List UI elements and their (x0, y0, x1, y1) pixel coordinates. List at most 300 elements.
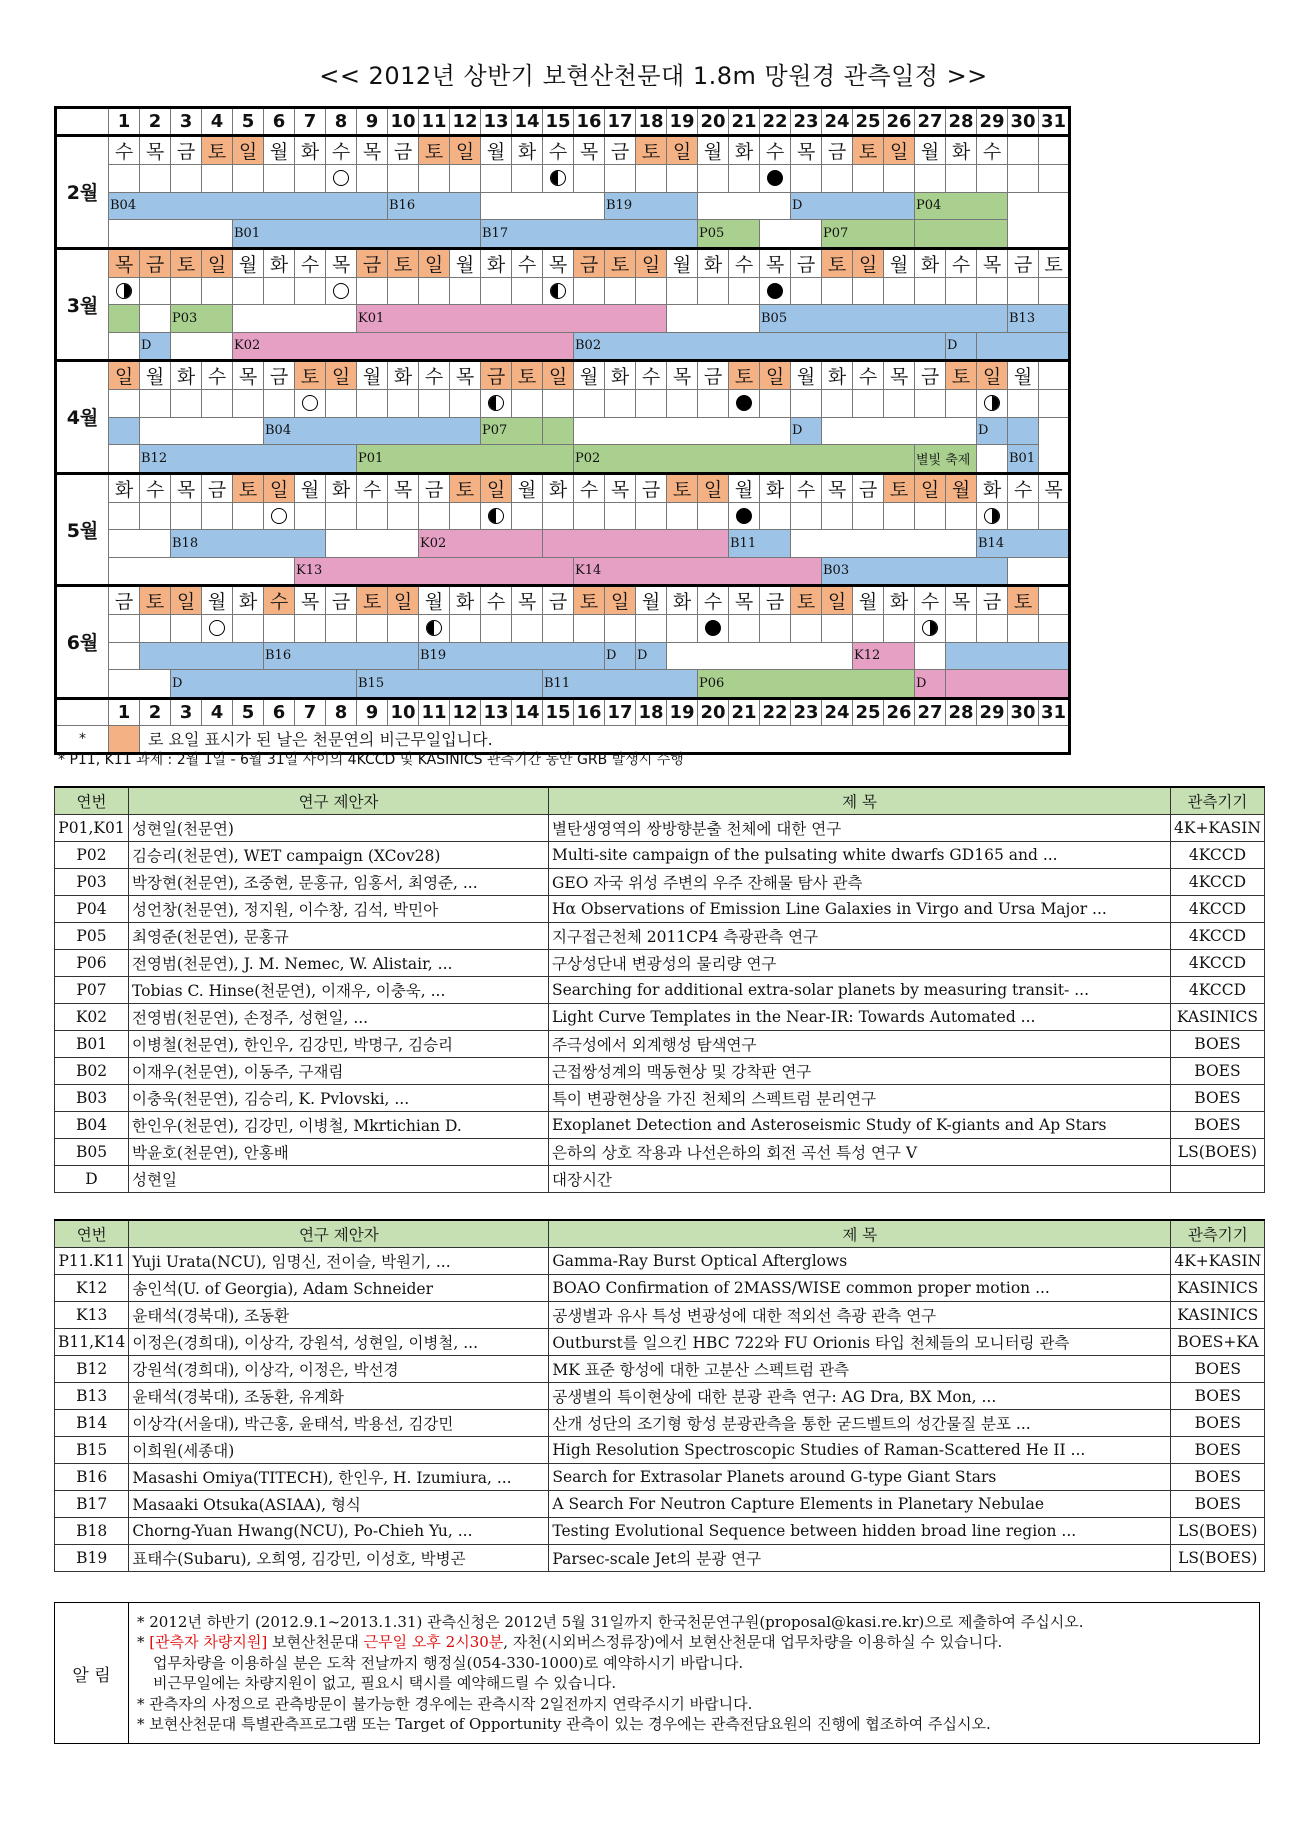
allocation-block: D (977, 417, 1008, 445)
allocation-cell (109, 417, 140, 445)
moon-cell (946, 390, 977, 418)
proposal-title: 대장시간 (549, 1166, 1171, 1193)
weekday-cell: 목 (109, 248, 140, 277)
table-row (55, 1275, 1265, 1302)
day-number: 18 (636, 698, 667, 725)
weekday-cell: 일 (233, 136, 264, 165)
day-number: 4 (202, 108, 233, 136)
day-number: 29 (977, 698, 1008, 725)
day-number: 31 (1039, 698, 1070, 725)
day-number: 22 (760, 698, 791, 725)
moon-cell (729, 277, 760, 305)
day-number: 1 (109, 108, 140, 136)
allocation-block: P07 (822, 220, 915, 249)
allocation-cell (946, 642, 1070, 670)
moon-cell (233, 502, 264, 530)
weekday-cell: 목 (667, 361, 698, 390)
instrument: KASINICS (1171, 1275, 1265, 1302)
weekday-cell: 수 (915, 586, 946, 615)
weekday-cell: 금 (853, 473, 884, 502)
weekday-cell: 월 (233, 248, 264, 277)
day-number: 17 (605, 108, 636, 136)
lq-moon-icon (550, 170, 566, 186)
weekday-cell: 금 (791, 248, 822, 277)
observation-calendar (54, 106, 1071, 755)
weekday-cell: 토 (357, 586, 388, 615)
weekday-cell: 토 (295, 361, 326, 390)
day-number: 2 (140, 698, 171, 725)
weekday-cell: 수 (946, 248, 977, 277)
moon-cell (1039, 390, 1070, 418)
header-instrument: 관측기기 (1171, 1220, 1265, 1248)
weekday-cell: 화 (915, 248, 946, 277)
moon-cell (822, 165, 853, 193)
weekday-row (56, 136, 1070, 165)
day-number: 5 (233, 108, 264, 136)
weekday-cell: 금 (388, 136, 419, 165)
allocation-block: B16 (388, 192, 481, 220)
moon-cell (512, 277, 543, 305)
table-row (55, 1004, 1265, 1031)
proposal-id: P01,K01 (55, 815, 129, 842)
allocation-row (56, 530, 1070, 558)
proposal-title: High Resolution Spectroscopic Studies of Raman-Scattered He II ... (549, 1437, 1171, 1464)
weekday-cell: 토 (233, 473, 264, 502)
proposal-title: Multi-site campaign of the pulsating white dwarfs GD165 and ... (549, 842, 1171, 869)
instrument: LS(BOES) (1171, 1518, 1265, 1545)
allocation-block: D (791, 417, 822, 445)
proposer: 한인우(천문연), 김강민, 이병철, Mkrtichian D. (129, 1112, 549, 1139)
legend-star: * (56, 725, 109, 754)
weekday-cell: 수 (853, 361, 884, 390)
weekday-cell: 월 (202, 586, 233, 615)
moon-cell (760, 615, 791, 643)
weekday-cell: 화 (977, 473, 1008, 502)
moon-cell (140, 390, 171, 418)
moon-cell (729, 390, 760, 418)
moon-cell (667, 165, 698, 193)
weekday-cell: 화 (512, 136, 543, 165)
proposal-id: B01 (55, 1031, 129, 1058)
moon-cell (1039, 277, 1070, 305)
allocation-block: K12 (853, 642, 915, 670)
notice-highlight: 근무일 오후 2시30분 (363, 1633, 504, 1651)
moon-cell (481, 502, 512, 530)
day-number: 6 (264, 108, 295, 136)
moon-cell (977, 502, 1008, 530)
allocation-cell (140, 305, 171, 333)
weekday-cell: 월 (791, 361, 822, 390)
instrument: 4KCCD (1171, 923, 1265, 950)
instrument: 4KCCD (1171, 842, 1265, 869)
fq-moon-icon (922, 620, 938, 636)
day-number: 5 (233, 698, 264, 725)
moon-cell (419, 615, 450, 643)
proposal-title: 주극성에서 외계행성 탐색연구 (549, 1031, 1171, 1058)
moon-cell (884, 277, 915, 305)
moon-cell (667, 502, 698, 530)
day-number: 7 (295, 698, 326, 725)
fq-moon-icon (116, 283, 132, 299)
allocation-block: B01 (233, 220, 481, 249)
moon-cell (295, 277, 326, 305)
weekday-cell: 목 (729, 586, 760, 615)
notice-line: 업무차량을 이용하실 분은 도착 전날까지 행정실(054-330-1000)로 예약하시기 바랍니다. (153, 1653, 744, 1672)
moon-cell (512, 390, 543, 418)
proposal-title: 근접쌍성계의 맥동현상 및 강착판 연구 (549, 1058, 1171, 1085)
allocation-block: B17 (481, 220, 698, 249)
weekday-cell: 수 (481, 586, 512, 615)
day-number: 31 (1039, 108, 1070, 136)
day-number: 19 (667, 698, 698, 725)
proposal-id: B05 (55, 1139, 129, 1166)
weekday-cell: 목 (791, 136, 822, 165)
weekday-cell: 목 (977, 248, 1008, 277)
allocation-block: D (140, 332, 171, 361)
moon-cell (915, 277, 946, 305)
table-row (55, 1356, 1265, 1383)
proposer: 성언창(천문연), 정지원, 이수창, 김석, 박민아 (129, 896, 549, 923)
corner-cell (56, 698, 109, 725)
allocation-block: D (791, 192, 915, 220)
proposal-id: B03 (55, 1085, 129, 1112)
proposal-title: BOAO Confirmation of 2MASS/WISE common proper motion ... (549, 1275, 1171, 1302)
allocation-cell (760, 220, 822, 249)
weekday-cell: 수 (109, 136, 140, 165)
proposal-title: 은하의 상호 작용과 나선은하의 회전 곡선 특성 연구 V (549, 1139, 1171, 1166)
instrument: BOES (1171, 1058, 1265, 1085)
proposer: 이상각(서울대), 박근홍, 윤태석, 박용선, 김강민 (129, 1410, 549, 1437)
allocation-cell (109, 670, 171, 699)
moon-cell (481, 390, 512, 418)
weekday-cell (1039, 586, 1070, 615)
day-number: 19 (667, 108, 698, 136)
weekday-cell: 일 (915, 473, 946, 502)
lq-moon-icon (488, 508, 504, 524)
moon-cell (1008, 277, 1039, 305)
allocation-cell (946, 670, 1070, 699)
weekday-cell: 수 (357, 473, 388, 502)
notice-highlight: [관측자 차량지원] (149, 1633, 268, 1651)
weekday-row (56, 473, 1070, 502)
proposal-id: B17 (55, 1491, 129, 1518)
table-row (55, 815, 1265, 842)
day-number: 7 (295, 108, 326, 136)
proposal-title: 지구접근천체 2011CP4 측광관측 연구 (549, 923, 1171, 950)
weekday-cell: 수 (326, 136, 357, 165)
moon-cell (636, 277, 667, 305)
proposer: 윤태석(경북대), 조동환 (129, 1302, 549, 1329)
moon-cell (264, 390, 295, 418)
allocation-cell (109, 445, 140, 474)
moon-cell (450, 390, 481, 418)
moon-cell (357, 390, 388, 418)
moon-cell (822, 502, 853, 530)
weekday-cell: 일 (977, 361, 1008, 390)
weekday-cell: 화 (822, 361, 853, 390)
proposal-id: K02 (55, 1004, 129, 1031)
proposer: 이정은(경희대), 이상각, 강원석, 성현일, 이병철, ... (129, 1329, 549, 1356)
table-row (55, 896, 1265, 923)
weekday-cell: 월 (915, 136, 946, 165)
moon-phase-row (56, 165, 1070, 193)
proposal-title: Searching for additional extra-solar planets by measuring transit- ... (549, 977, 1171, 1004)
weekday-cell: 토 (419, 136, 450, 165)
proposer: Masashi Omiya(TITECH), 한인우, H. Izumiura, ... (129, 1464, 549, 1491)
proposal-title: Light Curve Templates in the Near-IR: Towards Automated ... (549, 1004, 1171, 1031)
proposal-id: P05 (55, 923, 129, 950)
allocation-block: B04 (109, 192, 388, 220)
proposer: 표태수(Subaru), 오희영, 김강민, 이성호, 박병곤 (129, 1545, 549, 1572)
day-number: 6 (264, 698, 295, 725)
allocation-cell (1008, 417, 1039, 445)
proposer: 이병철(천문연), 한인우, 김강민, 박명구, 김승리 (129, 1031, 549, 1058)
moon-cell (977, 277, 1008, 305)
moon-cell (729, 615, 760, 643)
month-label: 5월 (56, 473, 109, 586)
allocation-cell (977, 332, 1070, 361)
proposer: 이희원(세종대) (129, 1437, 549, 1464)
proposal-id: B16 (55, 1464, 129, 1491)
weekday-cell: 일 (760, 361, 791, 390)
allocation-cell (233, 305, 357, 333)
day-number: 3 (171, 108, 202, 136)
weekday-cell: 화 (481, 248, 512, 277)
new-moon-icon (767, 170, 783, 186)
weekday-row (56, 361, 1070, 390)
weekday-cell: 수 (574, 473, 605, 502)
moon-cell (481, 615, 512, 643)
allocation-block: B03 (822, 557, 1008, 586)
weekday-cell: 수 (202, 361, 233, 390)
moon-cell (605, 277, 636, 305)
moon-cell (853, 165, 884, 193)
day-number: 20 (698, 108, 729, 136)
moon-cell (171, 615, 202, 643)
weekday-cell: 화 (295, 136, 326, 165)
weekday-cell: 목 (884, 361, 915, 390)
page-title: << 2012년 상반기 보현산천문대 1.8m 망원경 관측일정 >> (319, 62, 988, 90)
moon-cell (543, 165, 574, 193)
allocation-row (56, 220, 1070, 249)
moon-cell (481, 277, 512, 305)
weekday-cell: 금 (326, 586, 357, 615)
table-row (55, 1545, 1265, 1572)
moon-cell (326, 390, 357, 418)
weekday-cell: 화 (667, 586, 698, 615)
weekday-cell: 일 (822, 586, 853, 615)
notice-line: * 2012년 하반기 (2012.9.1~2013.1.31) 관측신청은 2012년 5월 31일까지 한국천문연구원(proposal@kasi.re.kr)으로 제출하여 주십시오. (137, 1612, 1084, 1631)
allocation-block: K02 (233, 332, 574, 361)
proposer: Chorng-Yuan Hwang(NCU), Po-Chieh Yu, ... (129, 1518, 549, 1545)
allocation-row (56, 305, 1070, 333)
moon-phase-row (56, 502, 1070, 530)
moon-cell (822, 390, 853, 418)
proposal-id: P02 (55, 842, 129, 869)
proposal-table-2 (54, 1219, 1265, 1572)
moon-cell (946, 502, 977, 530)
allocation-block: B04 (264, 417, 481, 445)
moon-cell (140, 615, 171, 643)
moon-cell (543, 390, 574, 418)
weekday-cell: 수 (140, 473, 171, 502)
day-number: 20 (698, 698, 729, 725)
allocation-block: D (946, 332, 977, 361)
allocation-cell (915, 642, 946, 670)
proposal-id: B14 (55, 1410, 129, 1437)
moon-cell (760, 502, 791, 530)
moon-cell (605, 390, 636, 418)
weekday-cell: 수 (264, 586, 295, 615)
table-row (55, 869, 1265, 896)
moon-cell (326, 615, 357, 643)
weekday-cell: 수 (791, 473, 822, 502)
day-number: 2 (140, 108, 171, 136)
weekday-cell: 금 (264, 361, 295, 390)
day-number: 18 (636, 108, 667, 136)
allocation-row (56, 557, 1070, 586)
moon-cell (915, 165, 946, 193)
weekday-cell: 금 (171, 136, 202, 165)
weekday-row (56, 248, 1070, 277)
moon-cell (388, 502, 419, 530)
weekday-cell: 화 (171, 361, 202, 390)
day-number-row (56, 108, 1070, 136)
weekday-cell: 수 (977, 136, 1008, 165)
allocation-cell (915, 220, 1008, 249)
moon-cell (605, 615, 636, 643)
table-row (55, 1518, 1265, 1545)
weekday-cell: 일 (419, 248, 450, 277)
moon-cell (884, 615, 915, 643)
fq-moon-icon (984, 508, 1000, 524)
day-number: 8 (326, 108, 357, 136)
moon-cell (791, 277, 822, 305)
weekday-cell: 월 (574, 361, 605, 390)
allocation-block: B12 (140, 445, 357, 474)
weekday-cell: 월 (264, 136, 295, 165)
proposer: 최영준(천문연), 문홍규 (129, 923, 549, 950)
moon-cell (543, 615, 574, 643)
moon-cell (512, 615, 543, 643)
notice-box (54, 1602, 1260, 1744)
weekday-cell: 월 (1008, 361, 1039, 390)
allocation-cell (140, 417, 264, 445)
weekday-cell: 토 (853, 136, 884, 165)
moon-cell (791, 165, 822, 193)
full-moon-icon (333, 170, 349, 186)
proposer: 박윤호(천문연), 안홍배 (129, 1139, 549, 1166)
moon-cell (946, 615, 977, 643)
weekday-cell: 일 (605, 586, 636, 615)
allocation-row (56, 670, 1070, 699)
weekday-cell: 일 (667, 136, 698, 165)
instrument: BOES (1171, 1437, 1265, 1464)
weekday-cell: 일 (388, 586, 419, 615)
header-id: 연번 (55, 787, 129, 815)
moon-cell (233, 615, 264, 643)
moon-cell (357, 165, 388, 193)
weekday-cell: 월 (636, 586, 667, 615)
allocation-row (56, 445, 1070, 474)
weekday-cell: 화 (729, 136, 760, 165)
weekday-cell: 수 (295, 248, 326, 277)
weekday-cell: 토 (884, 473, 915, 502)
allocation-cell (574, 417, 791, 445)
weekday-row (56, 586, 1070, 615)
weekday-cell: 일 (543, 361, 574, 390)
full-moon-icon (209, 620, 225, 636)
instrument: 4KCCD (1171, 977, 1265, 1004)
table-header (55, 1220, 1265, 1248)
weekday-cell: 토 (512, 361, 543, 390)
weekday-cell: 목 (295, 586, 326, 615)
table-row (55, 1383, 1265, 1410)
allocation-cell (140, 642, 264, 670)
weekday-cell (1039, 361, 1070, 390)
lq-moon-icon (550, 283, 566, 299)
instrument: KASINICS (1171, 1004, 1265, 1031)
moon-cell (853, 390, 884, 418)
table-row (55, 1112, 1265, 1139)
proposal-id: B12 (55, 1356, 129, 1383)
weekday-cell: 월 (419, 586, 450, 615)
allocation-block: B11 (729, 530, 791, 558)
weekday-cell: 화 (946, 136, 977, 165)
proposer: Masaaki Otsuka(ASIAA), 형식 (129, 1491, 549, 1518)
weekday-cell: 수 (729, 248, 760, 277)
header-id: 연번 (55, 1220, 129, 1248)
proposer: 이충욱(천문연), 김승리, K. Pvlovski, ... (129, 1085, 549, 1112)
weekday-cell (1039, 136, 1070, 165)
allocation-block: D (605, 642, 636, 670)
moon-phase-row (56, 615, 1070, 643)
day-number: 29 (977, 108, 1008, 136)
moon-cell (574, 615, 605, 643)
weekday-cell: 목 (574, 136, 605, 165)
weekday-cell: 토 (171, 248, 202, 277)
weekday-cell: 화 (543, 473, 574, 502)
proposal-id: D (55, 1166, 129, 1193)
weekday-cell: 금 (977, 586, 1008, 615)
proposer: 윤태석(경북대), 조동환, 유계화 (129, 1383, 549, 1410)
weekday-cell: 금 (822, 136, 853, 165)
weekday-cell: 목 (512, 586, 543, 615)
moon-cell (233, 390, 264, 418)
new-moon-icon (705, 620, 721, 636)
day-number: 12 (450, 698, 481, 725)
day-number: 24 (822, 108, 853, 136)
weekday-cell: 목 (450, 361, 481, 390)
moon-cell (388, 615, 419, 643)
allocation-cell (109, 530, 171, 558)
weekday-cell: 토 (140, 586, 171, 615)
moon-cell (512, 502, 543, 530)
header-title: 제 목 (549, 787, 1171, 815)
moon-cell (419, 165, 450, 193)
proposal-id: K12 (55, 1275, 129, 1302)
moon-cell (1008, 390, 1039, 418)
table-row (55, 950, 1265, 977)
day-number: 22 (760, 108, 791, 136)
weekday-cell: 토 (574, 586, 605, 615)
instrument: BOES (1171, 1031, 1265, 1058)
allocation-block: K01 (357, 305, 667, 333)
day-number: 16 (574, 108, 605, 136)
moon-cell (388, 390, 419, 418)
moon-cell (574, 390, 605, 418)
moon-cell (171, 502, 202, 530)
